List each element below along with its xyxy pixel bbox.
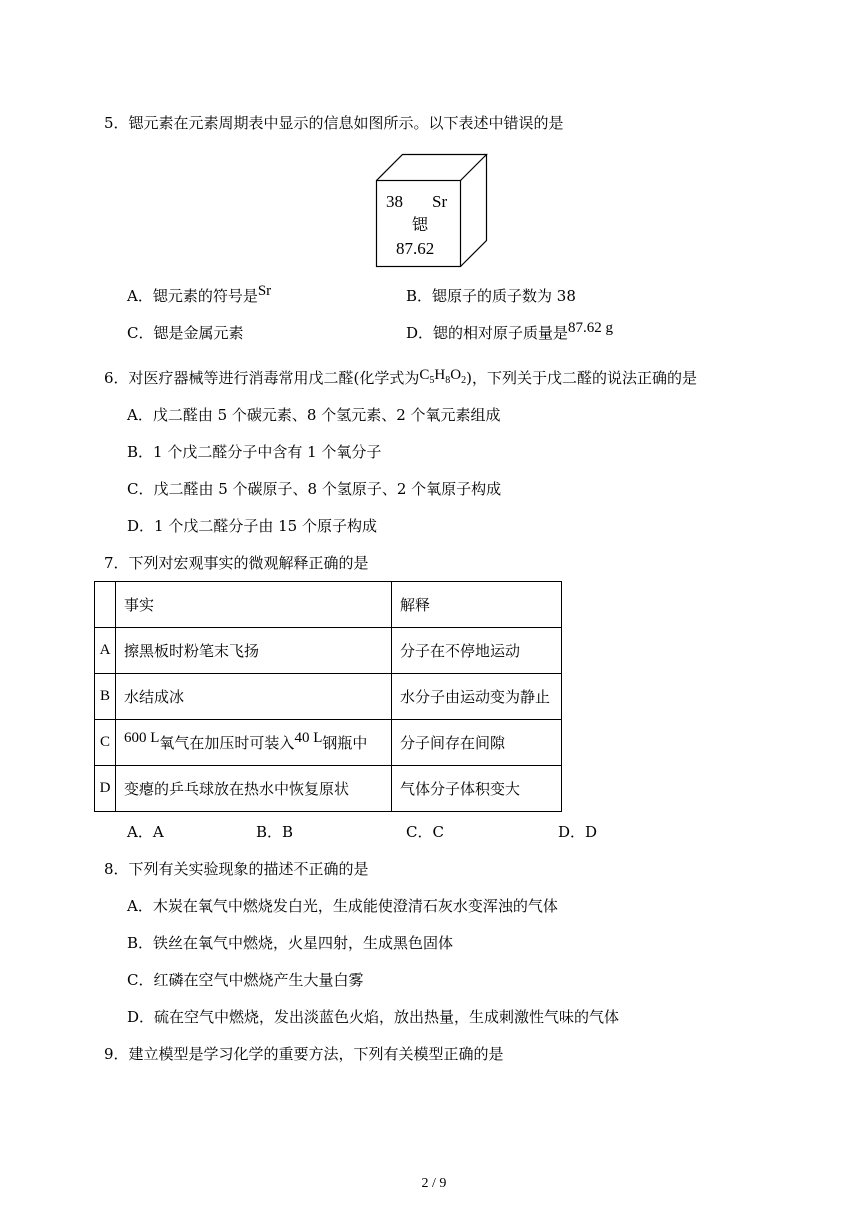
q7-option-c: C．C	[406, 823, 444, 841]
row-fact: 600 L氧气在加压时可装入40 L钢瓶中	[116, 720, 392, 766]
row-fact: 擦黑板时粉笔末飞扬	[116, 628, 392, 674]
q8-option-a: A．木炭在氧气中燃烧发白光，生成能使澄清石灰水变浑浊的气体	[127, 897, 558, 915]
q6-option-b: B．1 个戊二醛分子中含有 1 个氧分子	[127, 443, 382, 461]
q8-option-c: C．红磷在空气中燃烧产生大量白雾	[127, 971, 364, 989]
q7-table	[94, 581, 562, 812]
table-row	[95, 766, 562, 812]
q8-option-b: B．铁丝在氧气中燃烧，火星四射，生成黑色固体	[127, 934, 454, 952]
row-explain: 水分子由运动变为静止	[392, 674, 562, 720]
element-name: 锶	[412, 215, 429, 234]
q7-stem: 7．下列对宏观事实的微观解释正确的是	[104, 554, 369, 572]
row-key: D	[95, 766, 116, 812]
row-key: A	[95, 628, 116, 674]
element-symbol: Sr	[432, 192, 448, 211]
row-explain: 气体分子体积变大	[392, 766, 562, 812]
formula-c5h8o2: $C_5H_8O_2$	[419, 367, 467, 386]
atomic-mass: 87.62	[396, 239, 435, 258]
q5-option-a: A．锶元素的符号是Sr	[127, 283, 272, 305]
row-fact: 水结成冰	[116, 674, 392, 720]
q9-stem: 9．建立模型是学习化学的重要方法，下列有关模型正确的是	[104, 1045, 504, 1063]
q8-option-d: D．硫在空气中燃烧，发出淡蓝色火焰，放出热量，生成刺激性气味的气体	[127, 1008, 620, 1026]
q7-option-b: B．B	[256, 823, 294, 841]
table-row	[95, 674, 562, 720]
atomic-number: 38	[386, 192, 403, 211]
row-key: B	[95, 674, 116, 720]
q5-option-c: C．锶是金属元素	[127, 324, 244, 342]
q5-option-b: B．锶原子的质子数为 38	[406, 287, 576, 305]
row-key: C	[95, 720, 116, 766]
q8-stem: 8．下列有关实验现象的描述不正确的是	[104, 860, 369, 878]
q6-option-c: C．戊二醛由 5 个碳原子、8 个氢原子、2 个氧原子构成	[127, 480, 502, 498]
element-cell-strontium	[372, 150, 492, 270]
q6-option-d: D．1 个戊二醛分子由 15 个原子构成	[127, 517, 377, 535]
header-cell-blank	[95, 582, 116, 628]
q7-option-d: D．D	[558, 823, 598, 841]
q5-option-d: D．锶的相对原子质量是87.62 g	[406, 320, 614, 342]
row-fact: 变瘪的乒乓球放在热水中恢复原状	[116, 766, 392, 812]
q6-option-a: A．戊二醛由 5 个碳元素、8 个氢元素、2 个氧元素组成	[127, 406, 501, 424]
row-explain: 分子在不停地运动	[392, 628, 562, 674]
table-row	[95, 720, 562, 766]
header-cell-fact: 事实	[116, 582, 392, 628]
q6-stem: 6．对医疗器械等进行消毒常用戊二醛(化学式为$C_5H_8O_2$)，下列关于戊二醛的说法正确的是	[104, 367, 697, 387]
row-explain: 分子间存在间隙	[392, 720, 562, 766]
header-cell-explain: 解释	[392, 582, 562, 628]
q7-option-a: A．A	[127, 823, 164, 841]
q5-stem: 5．锶元素在元素周期表中显示的信息如图所示。以下表述中错误的是	[104, 114, 564, 132]
table-header-row	[95, 582, 562, 628]
page-number: 2 / 9	[421, 1176, 447, 1191]
table-row	[95, 628, 562, 674]
